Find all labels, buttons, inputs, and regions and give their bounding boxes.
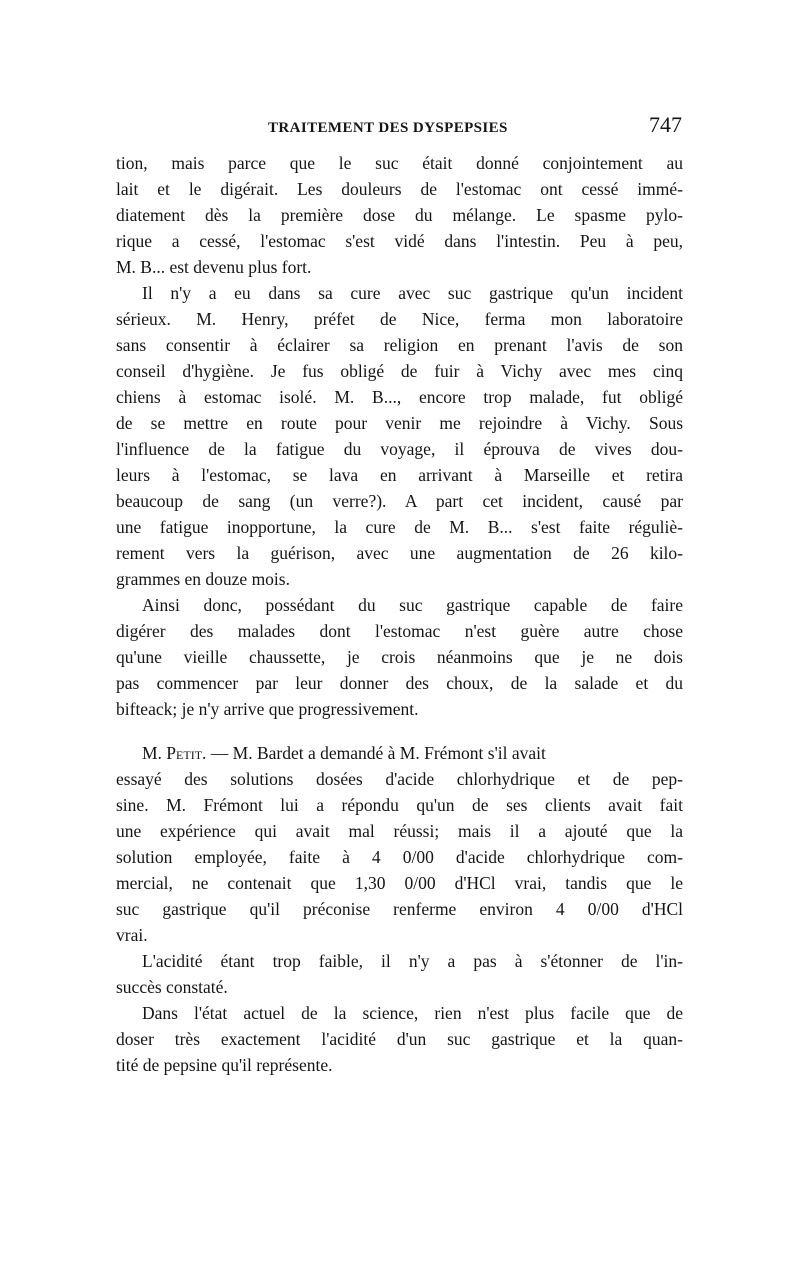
text-line: chiens à estomac isolé. M. B..., encore trop malade, fut obligé (116, 387, 683, 407)
text-line: l'influence de la fatigue du voyage, il éprouva de vives dou- (116, 439, 683, 459)
text-line: diatement dès la première dose du mélange. Le spasme pylo- (116, 205, 683, 225)
text-line (116, 740, 683, 766)
text-line: Dans l'état actuel de la science, rien n'est plus facile que de (142, 1003, 683, 1023)
text-line: beaucoup de sang (un verre?). A part cet incident, causé par (116, 491, 683, 511)
text-line: sans consentir à éclairer sa religion en prenant l'avis de son (116, 335, 683, 355)
paragraph (116, 150, 683, 280)
running-head (116, 112, 684, 142)
text-line: L'acidité étant trop faible, il n'y a pas à s'étonner de l'in- (142, 951, 683, 971)
text-line: Ainsi donc, possédant du suc gastrique capable de faire (142, 595, 683, 615)
text-line: digérer des malades dont l'estomac n'est guère autre chose (116, 621, 683, 641)
text-line: de se mettre en route pour venir me rejoindre à Vichy. Sous (116, 413, 683, 433)
text-line: vrai. (116, 925, 148, 945)
text-line: tion, mais parce que le suc était donné conjointement au (116, 153, 683, 173)
text-line: succès constaté. (116, 977, 228, 997)
page-number: 747 (649, 112, 682, 137)
text-line: lait et le digérait. Les douleurs de l'estomac ont cessé immé- (116, 179, 683, 199)
paragraph (116, 280, 683, 592)
paragraph (116, 1000, 683, 1078)
text-line: essayé des solutions dosées d'acide chlorhydrique et de pep- (116, 769, 683, 789)
paragraph (116, 740, 683, 948)
text-line: leurs à l'estomac, se lava en arrivant à Marseille et retira (116, 465, 683, 485)
text-line: M. B... est devenu plus fort. (116, 257, 312, 277)
text-line: doser très exactement l'acidité d'un suc gastrique et la quan- (116, 1029, 683, 1049)
running-title: TRAITEMENT DES DYSPEPSIES (268, 120, 508, 136)
text-line: une expérience qui avait mal réussi; mais il a ajouté que la (116, 821, 683, 841)
section-gap (116, 722, 683, 740)
text-line: qu'une vieille chaussette, je crois néanmoins que je ne dois (116, 647, 683, 667)
text-line: grammes en douze mois. (116, 569, 290, 589)
speaker-text: — M. Bardet a demandé à M. Frémont s'il avait (206, 743, 546, 763)
text-line: rement vers la guérison, avec une augmentation de 26 kilo- (116, 543, 683, 563)
speaker-name: M. Petit. (142, 743, 207, 763)
text-line: rique a cessé, l'estomac s'est vidé dans l'intestin. Peu à peu, (116, 231, 683, 251)
text-line: conseil d'hygiène. Je fus obligé de fuir à Vichy avec mes cinq (116, 361, 683, 381)
text-line: bifteack; je n'y arrive que progressivement. (116, 699, 419, 719)
paragraph (116, 948, 683, 1000)
paragraph (116, 592, 683, 722)
text-line: Il n'y a eu dans sa cure avec suc gastrique qu'un incident (142, 283, 683, 303)
text-line: une fatigue inopportune, la cure de M. B... s'est faite réguliè- (116, 517, 683, 537)
text-line: pas commencer par leur donner des choux, de la salade et du (116, 673, 683, 693)
text-line: sine. M. Frémont lui a répondu qu'un de ses clients avait fait (116, 795, 683, 815)
body-text (116, 150, 683, 1078)
text-line: suc gastrique qu'il préconise renferme environ 4 0/00 d'HCl (116, 899, 683, 919)
text-line: tité de pepsine qu'il représente. (116, 1055, 333, 1075)
text-line: sérieux. M. Henry, préfet de Nice, ferma mon laboratoire (116, 309, 683, 329)
text-line: mercial, ne contenait que 1,30 0/00 d'HCl vrai, tandis que le (116, 873, 683, 893)
text-line: solution employée, faite à 4 0/00 d'acide chlorhydrique com- (116, 847, 683, 867)
